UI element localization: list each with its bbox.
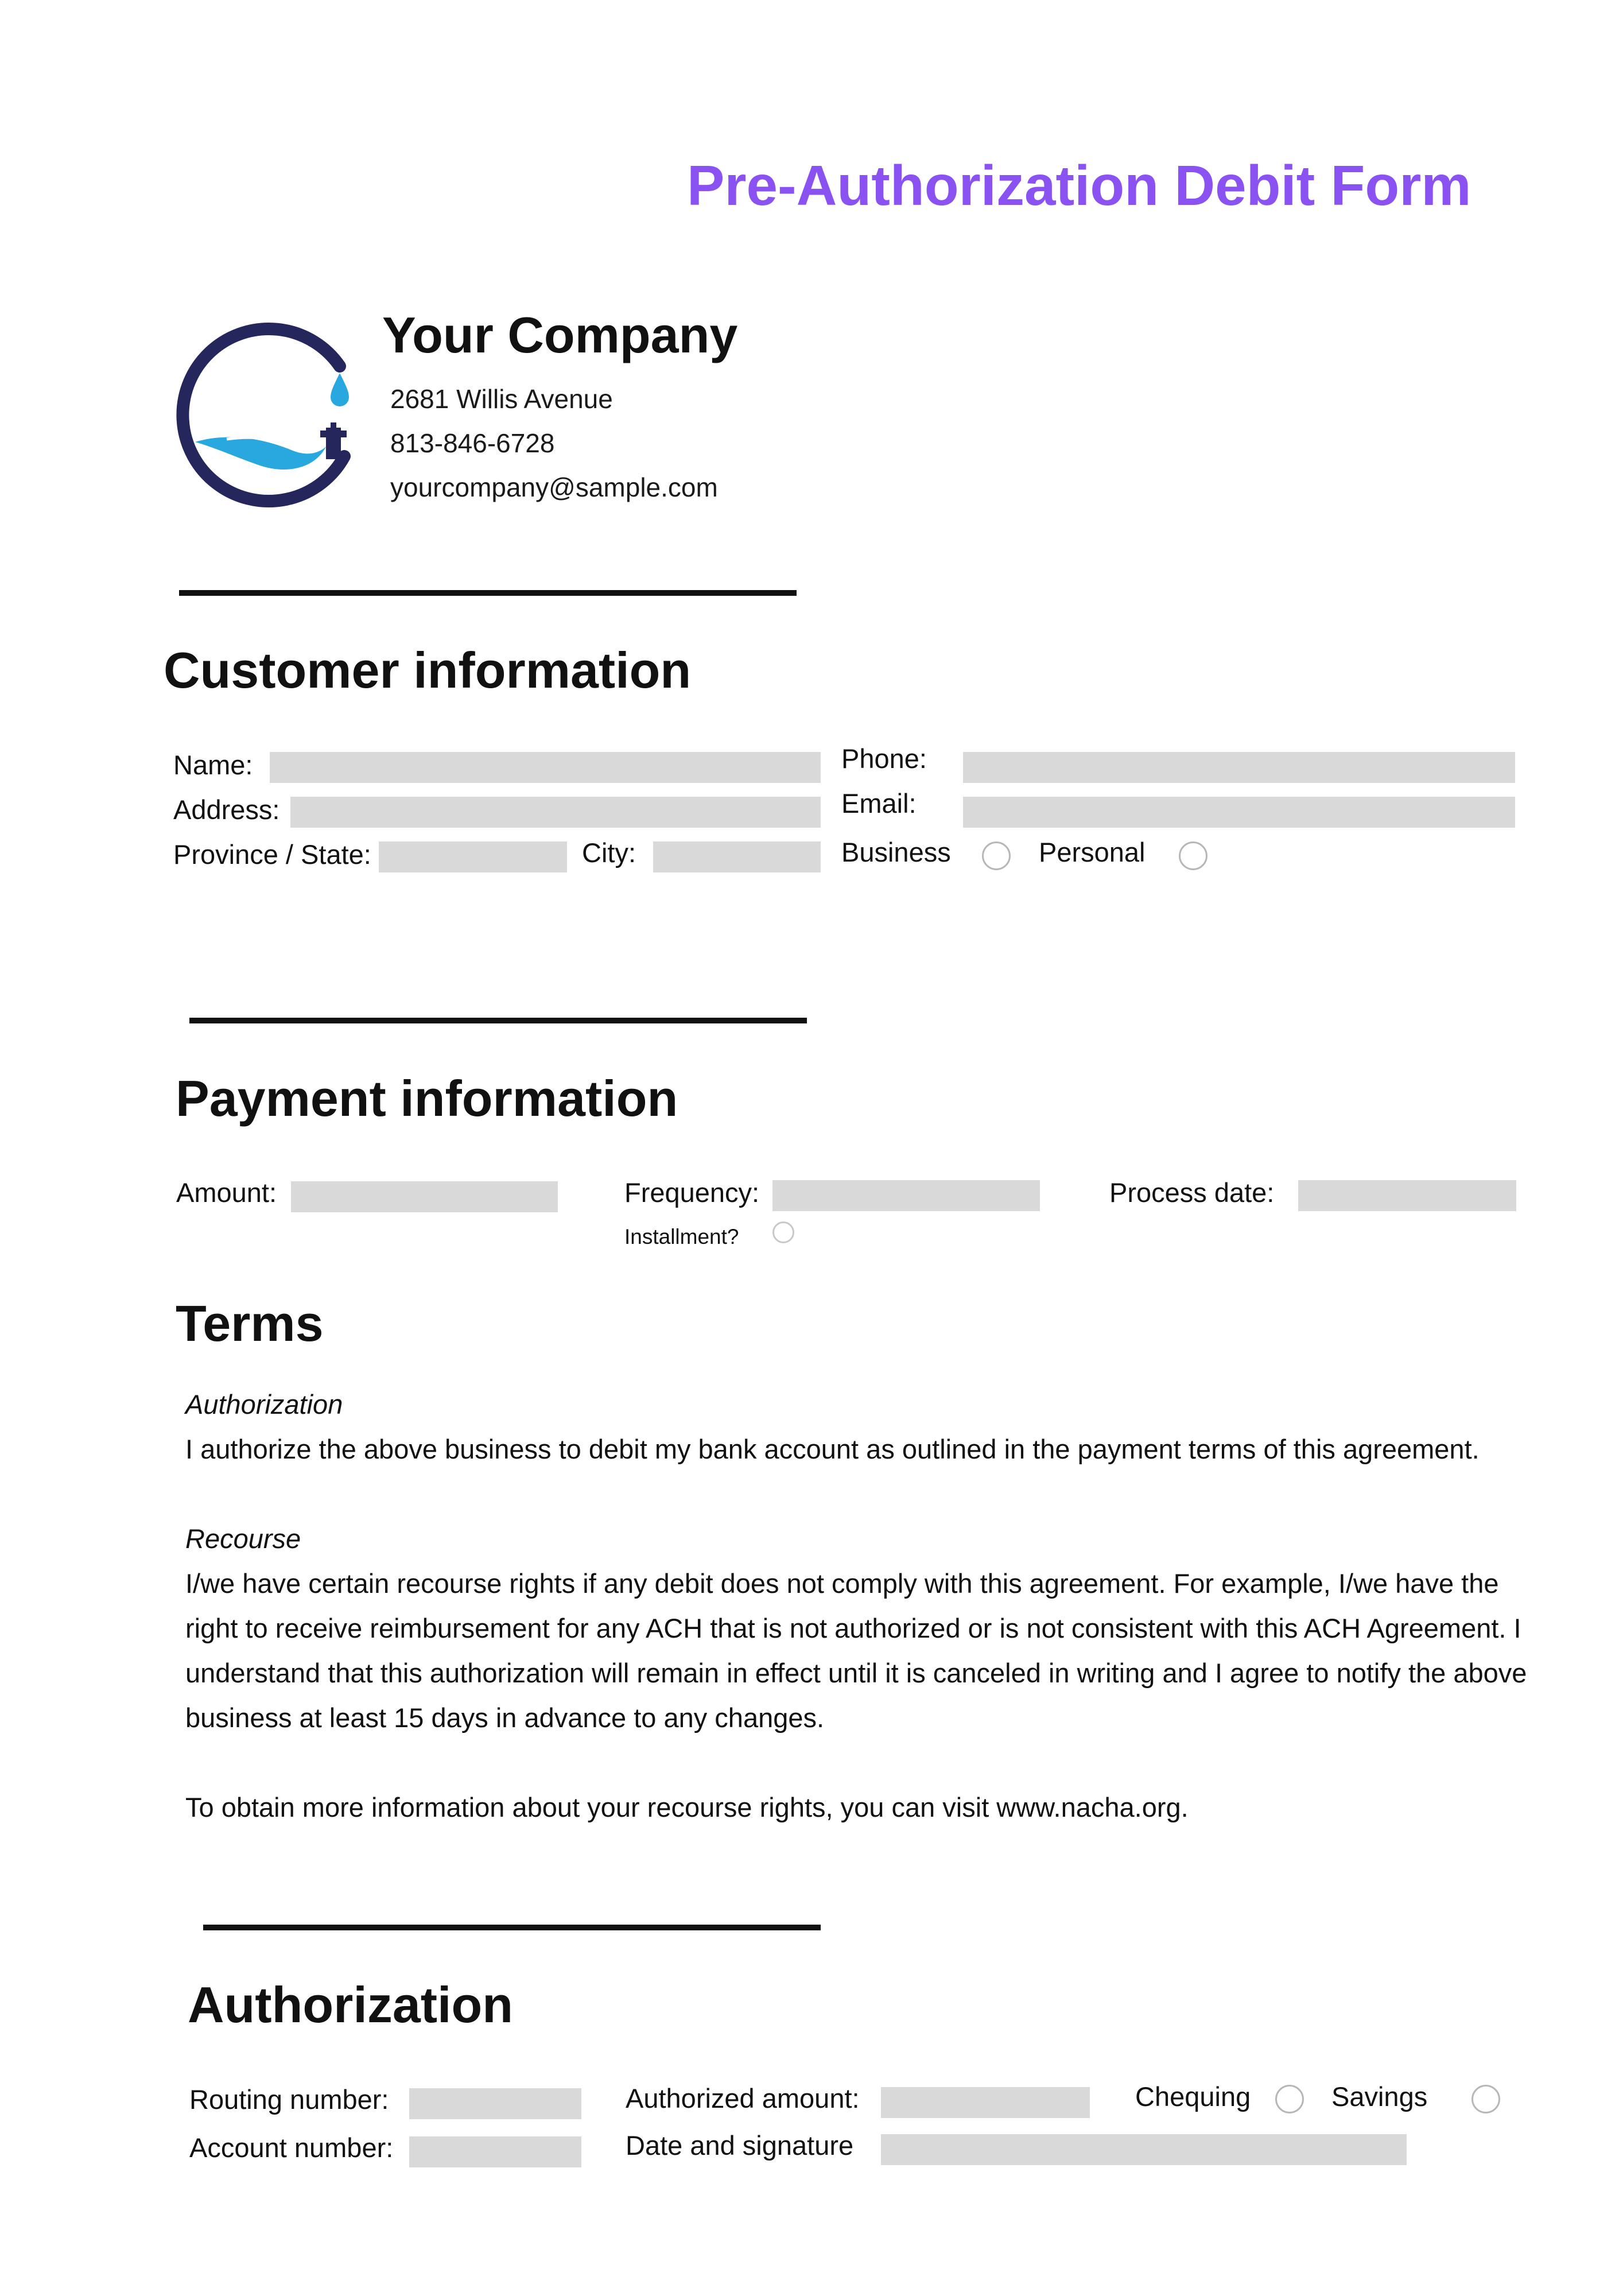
name-field[interactable] [270, 752, 821, 783]
frequency-label: Frequency: [624, 1177, 760, 1208]
installment-label: Installment? [624, 1225, 739, 1248]
terms-body [185, 1382, 1540, 1830]
section-divider [189, 1018, 807, 1023]
city-label: City: [582, 837, 636, 868]
account-number-label: Account number: [189, 2132, 394, 2163]
city-field[interactable] [653, 841, 821, 872]
amount-field[interactable] [291, 1181, 558, 1212]
water-drop-faucet-logo-icon [172, 321, 367, 517]
email-label: Email: [841, 788, 917, 819]
chequing-label: Chequing [1135, 2081, 1251, 2112]
process-date-field[interactable] [1298, 1180, 1516, 1211]
savings-label: Savings [1331, 2081, 1428, 2112]
section-divider [179, 590, 797, 596]
authorized-amount-field[interactable] [881, 2087, 1090, 2118]
terms-section-title: Terms [176, 1295, 324, 1352]
date-signature-field[interactable] [881, 2134, 1407, 2165]
customer-section-title: Customer information [164, 642, 692, 699]
business-radio[interactable] [982, 841, 1011, 870]
document-title: Pre-Authorization Debit Form [687, 154, 1471, 217]
terms-authorization-heading: Authorization [185, 1389, 343, 1420]
email-field[interactable] [963, 797, 1515, 828]
name-label: Name: [173, 750, 253, 780]
phone-field[interactable] [963, 752, 1515, 783]
company-phone: 813-846-6728 [390, 428, 555, 458]
terms-recourse-heading: Recourse [185, 1523, 301, 1554]
frequency-field[interactable] [772, 1180, 1040, 1211]
address-label: Address: [173, 794, 280, 825]
routing-number-label: Routing number: [189, 2084, 389, 2115]
routing-number-field[interactable] [409, 2088, 581, 2119]
phone-label: Phone: [841, 743, 927, 774]
authorization-section-title: Authorization [188, 1976, 514, 2033]
amount-label: Amount: [176, 1177, 277, 1208]
personal-radio[interactable] [1179, 841, 1207, 870]
province-state-field[interactable] [379, 841, 567, 872]
province-state-label: Province / State: [173, 839, 371, 870]
payment-section-title: Payment information [176, 1070, 678, 1127]
company-email: yourcompany@sample.com [390, 472, 718, 502]
address-field[interactable] [290, 797, 821, 828]
savings-radio[interactable] [1471, 2085, 1500, 2113]
company-address: 2681 Willis Avenue [390, 384, 613, 414]
account-number-field[interactable] [409, 2136, 581, 2167]
date-signature-label: Date and signature [626, 2130, 854, 2161]
terms-authorization-text: I authorize the above business to debit my bank account as outlined in the payment terms of this agreement. [185, 1434, 1480, 1464]
terms-more-info-text: To obtain more information about your recourse rights, you can visit www.nacha.org. [185, 1792, 1189, 1822]
chequing-radio[interactable] [1275, 2085, 1304, 2113]
section-divider [203, 1925, 821, 1930]
installment-radio[interactable] [772, 1221, 794, 1243]
terms-recourse-text: I/we have certain recourse rights if any debit does not comply with this agreement. For example, I/we have the right to receive reimbursement for any ACH that is not authorized or is not consistent with this ACH Agreement. I understand that this authorization will remain in effect until it is canceled in writing and I agree to notify the above business at least 15 days in advance to any changes. [185, 1568, 1527, 1733]
business-label: Business [841, 837, 951, 867]
authorized-amount-label: Authorized amount: [626, 2083, 860, 2113]
personal-label: Personal [1039, 837, 1146, 867]
company-name: Your Company [382, 307, 738, 363]
process-date-label: Process date: [1109, 1177, 1275, 1208]
